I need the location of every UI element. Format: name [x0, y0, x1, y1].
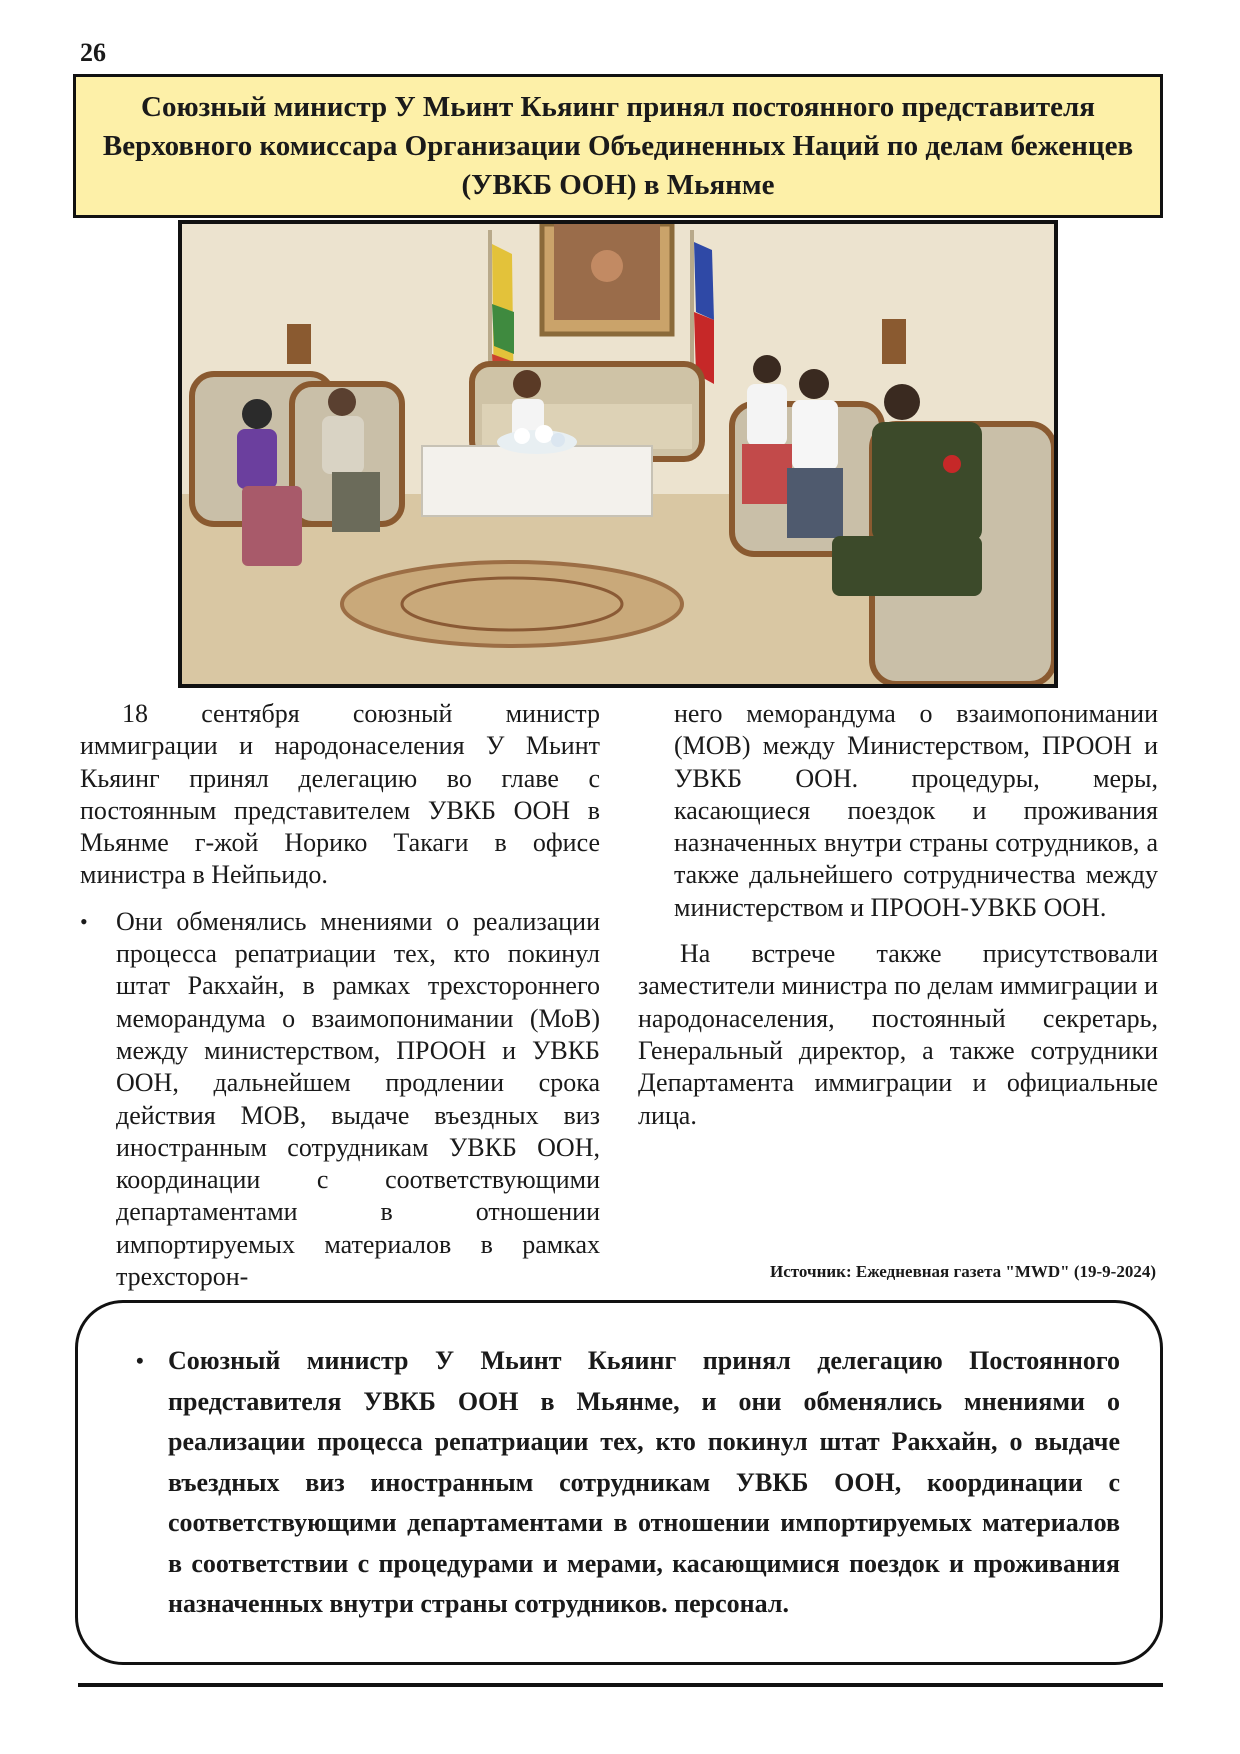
closing-paragraph: На встрече также присутствовали заместители министра по делам иммиграции и народонаселения, постоянный секретарь, Генеральный директор, а также сотрудники Департамента иммиграции и официальные лица.	[638, 939, 1158, 1130]
meeting-photo-icon	[182, 224, 1054, 684]
bullet-item	[80, 906, 600, 1294]
title-box	[73, 74, 1163, 218]
bullet-icon: •	[80, 908, 88, 934]
summary-item	[136, 1341, 1120, 1625]
column-right	[638, 698, 1158, 1132]
bullet-icon: •	[136, 1348, 144, 1373]
lead-paragraph: 18 сентября союзный министр иммиграции и народонаселения У Мьинт Кьяинг принял делегацию во главе с постоянным представителем УВКБ ООН в Мьянме г-жой Норико Такаги в офисе министра в Нейпьидо.	[80, 699, 600, 890]
article-title: Союзный министр У Мьинт Кьяинг принял постоянного представителя Верховного комиссара Организации Объединенных Наций по делам беженцев (УВКБ ООН) в Мьянме	[102, 90, 1134, 201]
source-citation: Источник: Ежедневная газета "MWD" (19-9-2024)	[770, 1262, 1156, 1281]
bullet-text-part2: него меморандума о взаимопонимании (МОВ) между Министерством, ПРООН и УВКБ ООН. процедуры, меры, касающиеся поездок и проживания назначенных внутри страны сотрудников, а также дальнейшего сотрудничества между министерством и ПРООН-УВКБ ООН.	[674, 699, 1158, 922]
bullet-continuation	[638, 698, 1158, 924]
summary-text: Союзный министр У Мьинт Кьяинг принял делегацию Постоянного представителя УВКБ ООН в Мьянме, и они обменялись мнениями о реализации процесса репатриации тех, кто покинул штат Ракхайн, о выдаче въездных виз иностранным сотрудникам УВКБ ООН, координации с соответствующими департаментами в отношении импортируемых материалов в соответствии с процедурами и мерами, касающимися поездок и проживания назначенных внутри страны сотрудников. персонал.	[168, 1346, 1120, 1618]
summary-box	[75, 1300, 1163, 1665]
meeting-photo	[178, 220, 1058, 688]
bottom-divider	[78, 1683, 1163, 1687]
page-number: 26	[80, 38, 106, 67]
column-left	[80, 698, 600, 1293]
bullet-text-part1: Они обменялись мнениями о реализации процесса репатриации тех, кто покинул штат Ракхайн, в рамках трехстороннего меморандума о взаимопонимании (МоВ) между министерством, ПРООН и УВКБ ООН, дальнейшем продлении срока действия МОВ, выдаче въездных виз иностранным сотрудникам УВКБ ООН, координации с соответствующими департаментами в отношении импортируемых материалов в рамках трехсторон-	[116, 906, 600, 1292]
